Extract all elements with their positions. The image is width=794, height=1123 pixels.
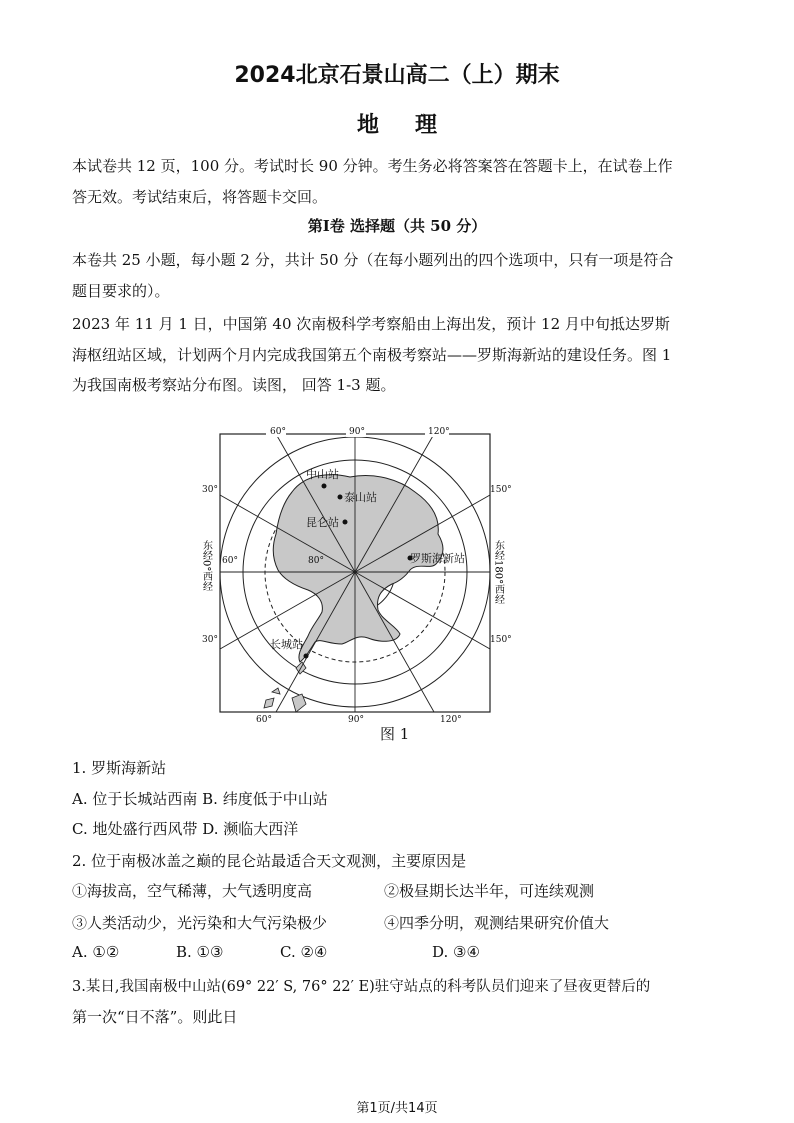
- question-2-statement-3: ③人类活动少，光污染和大气污染极少: [72, 914, 328, 932]
- choice-a[interactable]: A. ①②: [72, 943, 120, 961]
- label-lat-60: 60°: [222, 556, 238, 566]
- west-side-label: 东经0°西经: [200, 540, 212, 592]
- label-60-top: 60°: [270, 427, 286, 437]
- label-120-bottom: 120°: [440, 715, 462, 725]
- meridian-120-bottom: [355, 572, 434, 712]
- page-footer: 第1页/共14页: [356, 1101, 438, 1116]
- south-america-tip: [264, 698, 274, 708]
- instructions-line-2: 题目要求的）。: [72, 282, 170, 300]
- label-150-top: 150°: [490, 485, 512, 495]
- passage-line-3: 为我国南极考察站分布图。读图， 回答 1-3 题。: [72, 376, 396, 394]
- south-america-tip: [272, 688, 280, 694]
- kunlun-station-marker: [343, 520, 348, 525]
- question-3-stem-line-2: 第一次“日不落”。则此日: [72, 1008, 238, 1026]
- label-150-bottom: 150°: [490, 635, 512, 645]
- passage-line-2: 海枢纽站区域，计划两个月内完成我国第五个南极考察站——罗斯海新站的建设任务。图 1: [72, 346, 672, 364]
- east-side-label: 东经180°西经: [492, 540, 504, 605]
- great-wall-station-label: 长城站: [270, 638, 303, 651]
- label-lat-80: 80°: [308, 556, 324, 566]
- question-2-stem: 2. 位于南极冰盖之巅的昆仑站最适合天文观测，主要原因是: [72, 852, 467, 870]
- zhongshan-station-marker: [322, 484, 327, 489]
- choice-d[interactable]: D. ③④: [432, 943, 480, 961]
- intro-line-1: 本试卷共 12 页，100 分。考试时长 90 分钟。考生务必将答案答在答题卡上，在试卷上作: [72, 157, 673, 175]
- ross-sea-new-station-label: 罗斯海新站: [410, 552, 465, 565]
- question-1-options-ab: A. 位于长城站西南 B. 纬度低于中山站: [72, 790, 328, 808]
- choice-b[interactable]: B. ①③: [176, 943, 224, 961]
- label-60-bottom: 60°: [256, 715, 272, 725]
- choice-c[interactable]: C. ②④: [280, 943, 328, 961]
- zhongshan-station-label: 中山站: [306, 468, 339, 481]
- label-30-top: 30°: [202, 485, 218, 495]
- question-1-stem: 1. 罗斯海新站: [72, 759, 167, 777]
- figure-caption: 图 1: [380, 725, 410, 743]
- passage-line-1: 2023 年 11 月 1 日，中国第 40 次南极科学考察船由上海出发，预计 12 月中旬抵达罗斯: [72, 315, 670, 333]
- label-30-bottom: 30°: [202, 635, 218, 645]
- question-3-stem-line-1: 3.某日,我国南极中山站(69° 22′ S, 76° 22′ E)驻守站点的科考队员们迎来了昼夜更替后的: [72, 979, 651, 995]
- question-2-statement-1: ①海拔高，空气稀薄，大气透明度高: [72, 882, 313, 900]
- antarctica-station-map: [200, 422, 512, 725]
- document-title: 2024北京石景山高二（上）期末: [234, 63, 560, 88]
- question-2-choices: [72, 943, 632, 963]
- question-2-statement-2: ②极昼期长达半年，可连续观测: [384, 882, 595, 900]
- intro-line-2: 答无效。考试结束后，将答题卡交回。: [72, 188, 328, 206]
- section-heading: 第Ⅰ卷 选择题（共 50 分）: [307, 217, 487, 235]
- label-90-top: 90°: [349, 427, 365, 437]
- taishan-station-marker: [338, 495, 343, 500]
- question-1-options-cd: C. 地处盛行西风带 D. 濒临大西洋: [72, 820, 299, 838]
- great-wall-station-marker: [304, 654, 309, 659]
- taishan-station-label: 泰山站: [344, 491, 377, 504]
- question-2-statement-4: ④四季分明，观测结果研究价值大: [384, 914, 610, 932]
- instructions-line-1: 本卷共 25 小题，每小题 2 分，共计 50 分（在每小题列出的四个选项中，只有一项是符合: [72, 251, 674, 269]
- kunlun-station-label: 昆仑站: [306, 516, 339, 529]
- subject-title: 地理: [356, 113, 473, 138]
- label-120-top: 120°: [428, 427, 450, 437]
- label-90-bottom: 90°: [348, 715, 364, 725]
